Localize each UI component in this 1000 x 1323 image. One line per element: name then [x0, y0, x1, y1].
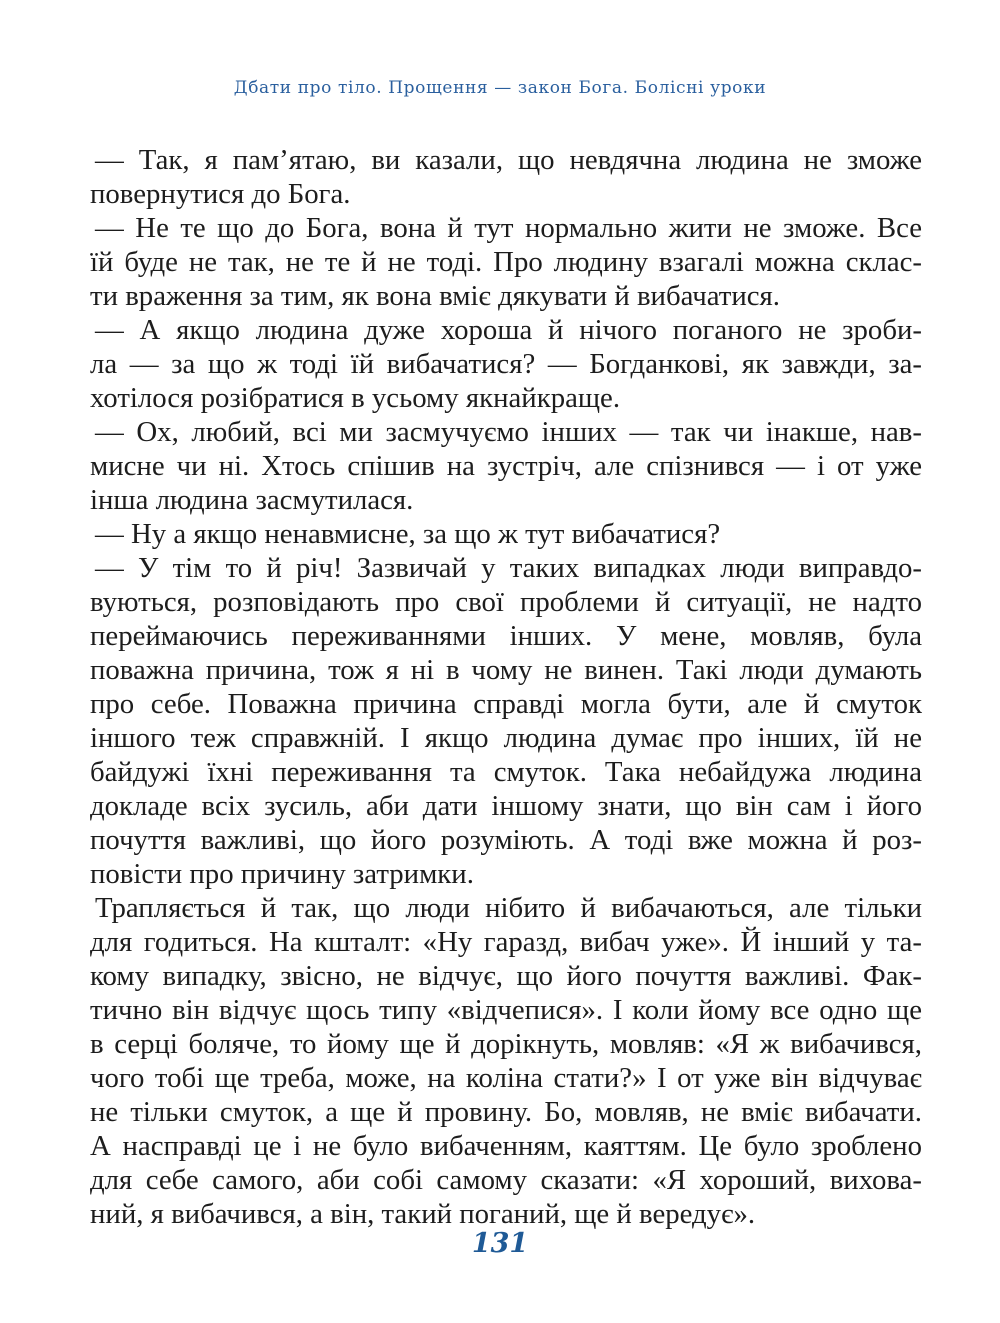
text-line: почуття важливі, що його розуміють. А тоді вже можна й роз- — [90, 824, 922, 856]
text-line: переймаючись переживаннями інших. У мене, мовляв, була — [90, 620, 922, 652]
text-line: — Ну а якщо ненавмисне, за що ж тут вибачатися? — [95, 518, 721, 550]
text-line: інша людина засмутилася. — [90, 484, 414, 516]
text-line: в серці боляче, то йому ще й дорікнуть, мовляв: «Я ж вибачився, — [90, 1028, 922, 1060]
text-line: для себе самого, аби собі самому сказати: «Я хороший, вихова- — [90, 1164, 922, 1196]
text-line: поважна причина, тож я ні в чому не винен. Такі люди думають — [90, 654, 922, 686]
text-line: — У тім то й річ! Зазвичай у таких випадках люди виправдо- — [95, 552, 922, 584]
text-line: мисне чи ні. Хтось спішив на зустріч, але спізнився — і от уже — [90, 450, 922, 482]
text-line: Трапляється й так, що люди нібито й вибачаються, але тільки — [95, 892, 922, 924]
text-line: — Не те що до Бога, вона й тут нормально жити не зможе. Все — [95, 212, 922, 244]
text-line: вуються, розповідають про свої проблеми й ситуації, не надто — [90, 586, 922, 618]
text-line: іншого теж справжній. І якщо людина думає про інших, їй не — [90, 722, 922, 754]
text-line: ла — за що ж тоді їй вибачатися? — Богданкові, як завжди, за- — [90, 348, 922, 380]
text-line: — Ох, любий, всі ми засмучуємо інших — так чи інакше, нав- — [95, 416, 922, 448]
body-text — [90, 143, 922, 1231]
text-line: їй буде не так, не те й не тоді. Про людину взагалі можна склас- — [90, 246, 922, 278]
text-line: повернутися до Бога. — [90, 178, 351, 210]
text-line: ний, я вибачився, а він, такий поганий, ще й вередує». — [90, 1198, 756, 1230]
text-line: байдужі їхні переживання та смуток. Така небайдужа людина — [90, 756, 922, 788]
text-line: А насправді це і не було вибаченням, каяттям. Це було зроблено — [90, 1130, 922, 1162]
text-line: чого тобі ще треба, може, на коліна стати?» І от уже він відчуває — [90, 1062, 922, 1094]
text-line: тично він відчує щось типу «відчепися». І коли йому все одно ще — [90, 994, 922, 1026]
text-line: повісти про причину затримки. — [90, 858, 474, 890]
text-line: не тільки смуток, а ще й провину. Бо, мовляв, не вміє вибачати. — [90, 1096, 922, 1128]
text-line: хотілося розібратися в усьому якнайкраще. — [90, 382, 621, 414]
text-line: — Так, я пам’ятаю, ви казали, що невдячна людина не зможе — [95, 144, 922, 176]
page-number: 131 — [471, 1228, 529, 1259]
text-line: ти враження за тим, як вона вміє дякувати й вибачатися. — [90, 280, 780, 312]
text-line: — А якщо людина дуже хороша й нічого поганого не зроби- — [95, 314, 922, 346]
text-line: докладе всіх зусиль, аби дати іншому знати, що він сам і його — [90, 790, 922, 822]
text-line: для годиться. На кшталт: «Ну гаразд, вибач уже». Й інший у та- — [90, 926, 922, 958]
text-line: кому випадку, звісно, не відчує, що його почуття важливі. Фак- — [90, 960, 922, 992]
running-head: Дбати про тіло. Прощення — закон Бога. Болісні уроки — [233, 78, 767, 98]
text-line: про себе. Поважна причина справді могла бути, але й смуток — [90, 688, 922, 720]
